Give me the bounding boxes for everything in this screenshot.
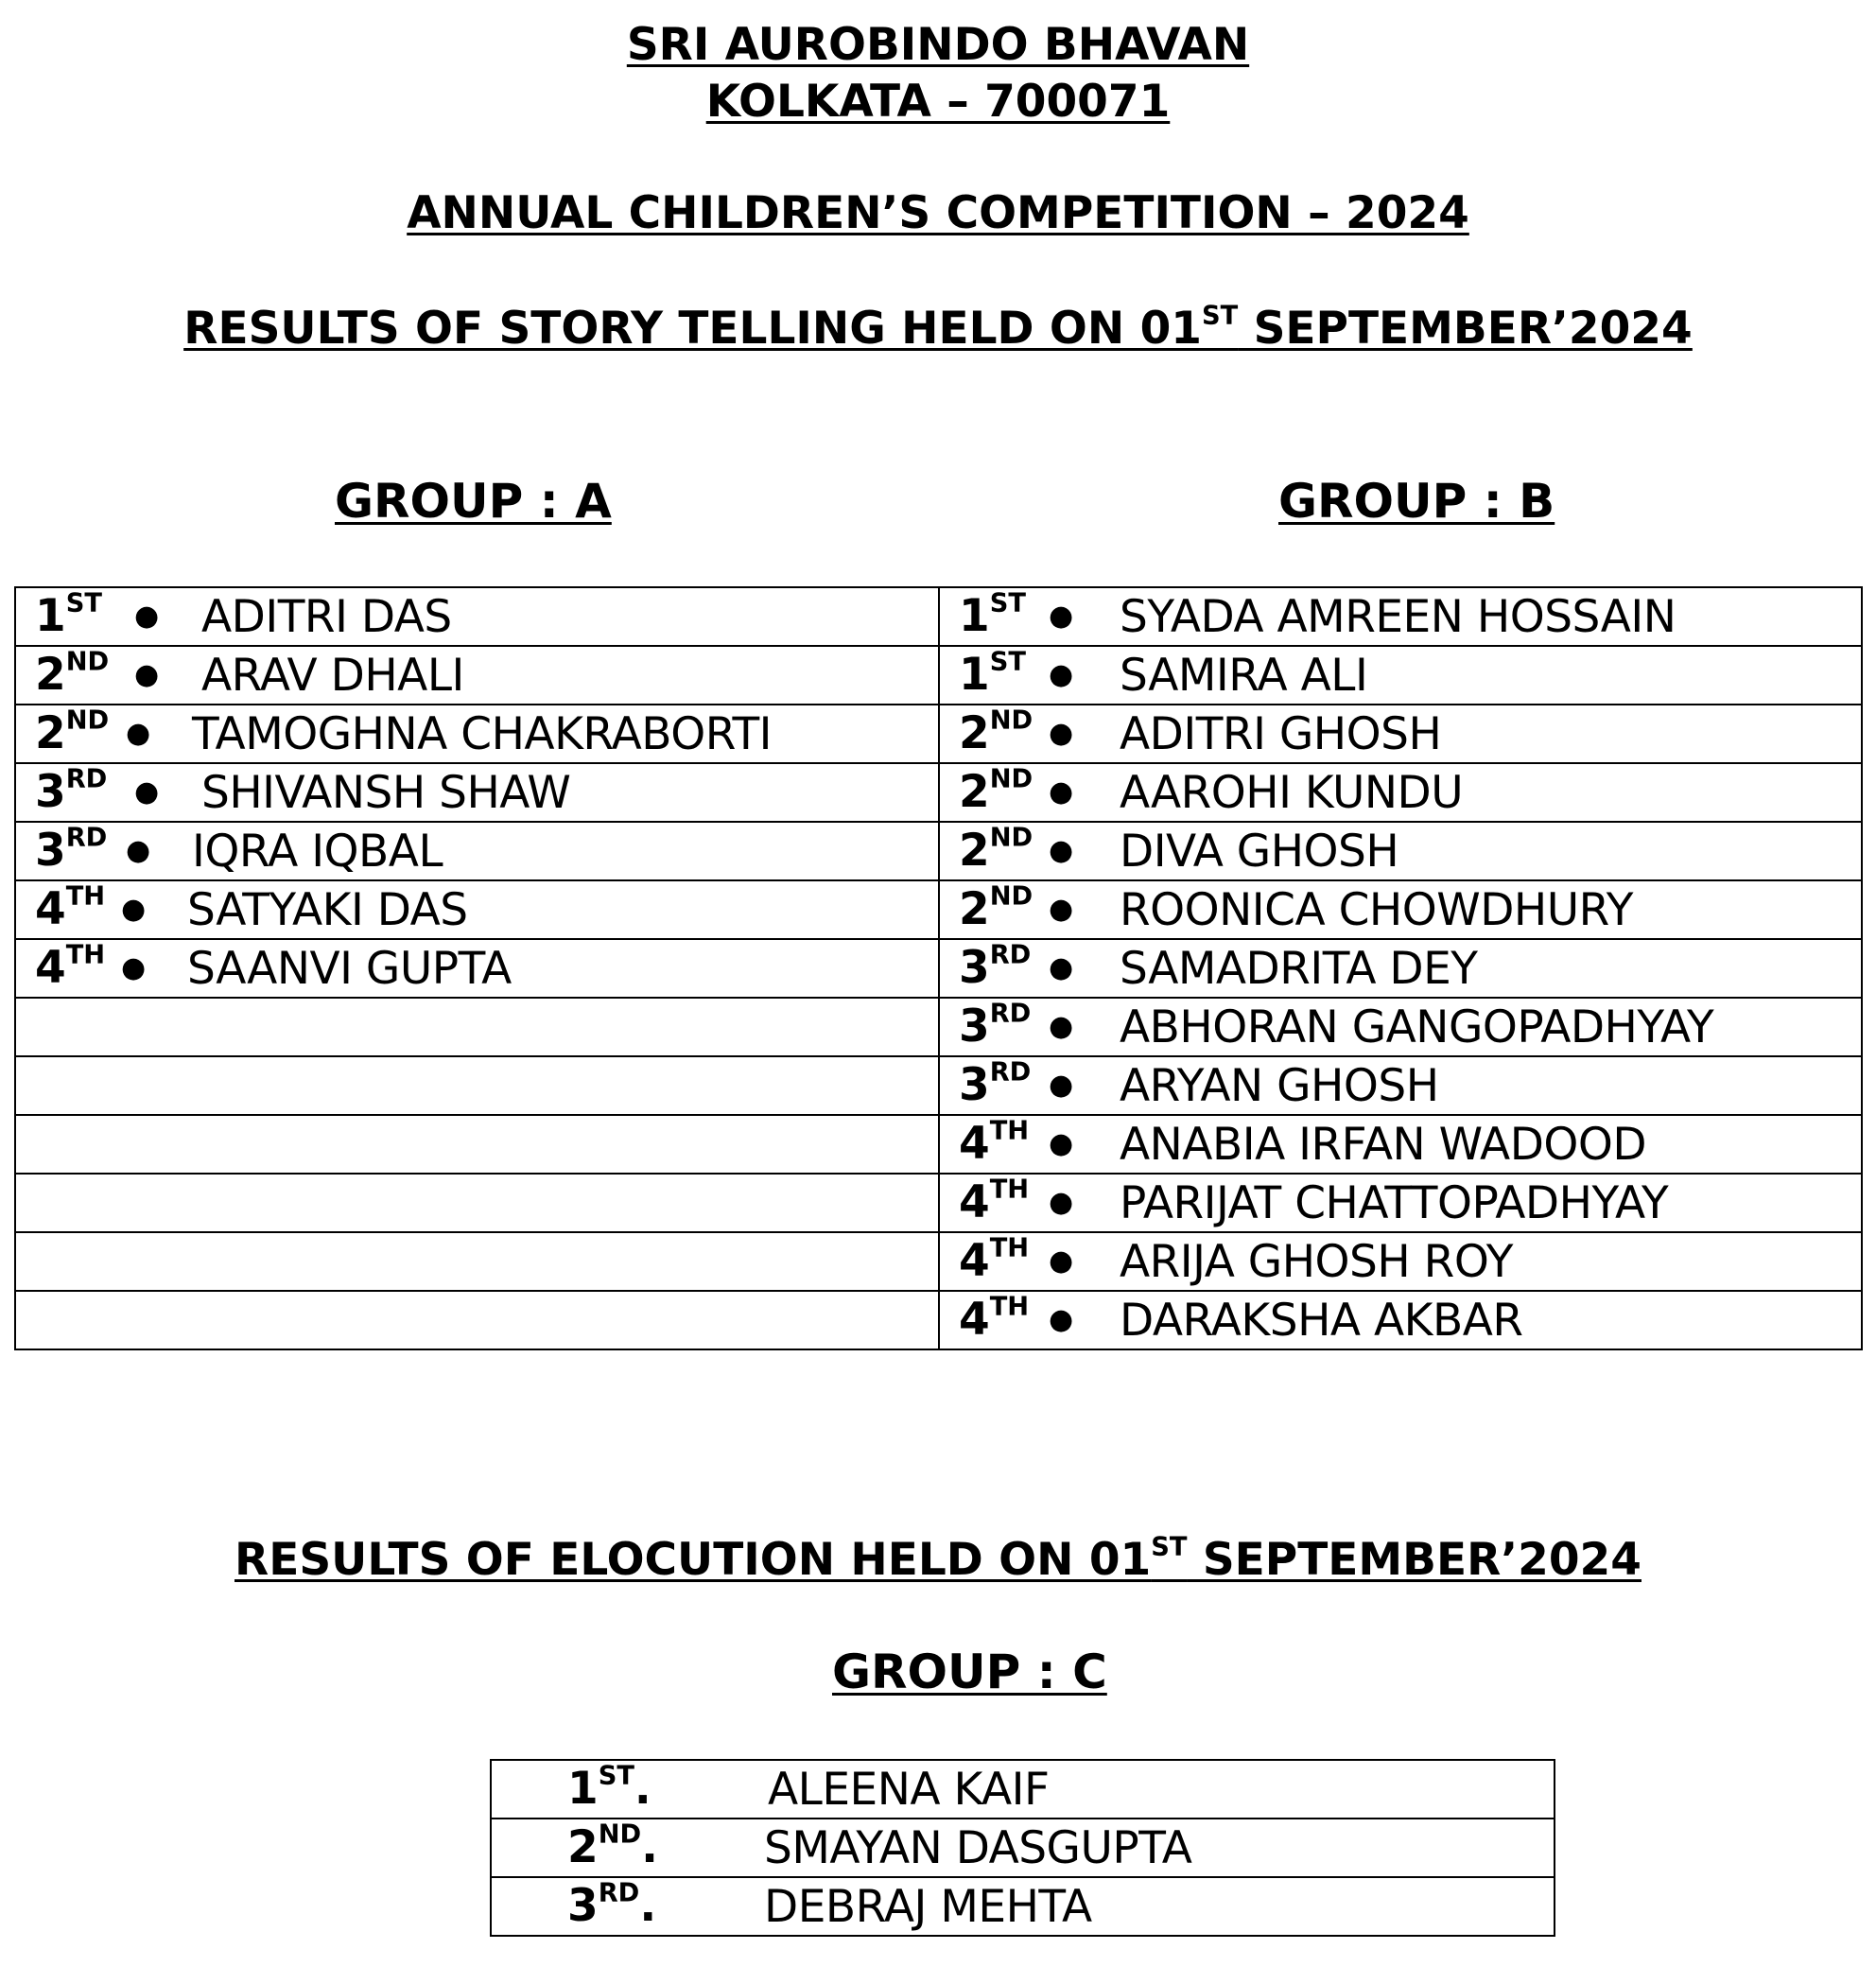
- rank-label: 4TH: [959, 1233, 1030, 1287]
- table-row: [15, 880, 1862, 939]
- participant-name: DEBRAJ MEHTA: [764, 1881, 1092, 1933]
- bullet-icon: ●: [1049, 1244, 1074, 1278]
- rank-label: 3RD: [959, 940, 1032, 994]
- bullet-icon: ●: [1049, 717, 1074, 750]
- group-a-cell: [15, 763, 939, 822]
- rank-label: 2ND: [959, 823, 1034, 877]
- group-c-cell: [491, 1877, 1555, 1936]
- org-name: SRI AUROBINDO BHAVAN: [626, 19, 1250, 71]
- table-row: [15, 998, 1862, 1056]
- bullet-icon: ●: [134, 775, 160, 809]
- group-a-cell: [15, 1291, 939, 1349]
- table-row: [15, 705, 1862, 763]
- rank-label: 2ND: [35, 705, 110, 759]
- bullet-icon: ●: [1049, 600, 1074, 633]
- group-b-cell: [939, 1174, 1862, 1232]
- bullet-icon: ●: [1049, 893, 1074, 926]
- participant-name: SAMIRA ALI: [1120, 650, 1368, 702]
- group-b-cell: [939, 705, 1862, 763]
- rank-label: 1ST.: [567, 1761, 651, 1815]
- participant-name: SHIVANSH SHAW: [201, 767, 571, 819]
- rank-label: 4TH: [959, 1116, 1030, 1170]
- participant-name: ROONICA CHOWDHURY: [1120, 884, 1633, 936]
- group-a-cell: [15, 705, 939, 763]
- table-row: [15, 763, 1862, 822]
- bullet-icon: ●: [1049, 834, 1074, 867]
- group-b-cell: [939, 880, 1862, 939]
- group-a-cell: [15, 822, 939, 880]
- rank-label: 1ST: [35, 588, 102, 642]
- group-b-cell: [939, 1115, 1862, 1174]
- group-a-cell: [15, 1056, 939, 1115]
- group-b-cell: [939, 822, 1862, 880]
- group-c-cell: [491, 1760, 1555, 1819]
- org-city: KOLKATA – 700071: [705, 76, 1171, 128]
- group-b-cell: [939, 763, 1862, 822]
- participant-name: ANABIA IRFAN WADOOD: [1120, 1119, 1647, 1171]
- rank-label: 1ST: [959, 647, 1026, 701]
- story-telling-title: RESULTS OF STORY TELLING HELD ON 01ST SEPTEMBER’2024: [183, 301, 1693, 355]
- bullet-icon: ●: [134, 658, 160, 691]
- group-b-cell: [939, 939, 1862, 998]
- bullet-icon: ●: [134, 600, 160, 633]
- table-row: [15, 1174, 1862, 1232]
- rank-label: 3RD: [959, 1057, 1032, 1111]
- bullet-icon: ●: [1049, 951, 1074, 984]
- participant-name: SMAYAN DASGUPTA: [764, 1822, 1192, 1874]
- table-row: [15, 587, 1862, 646]
- rank-label: 4TH: [959, 1175, 1030, 1228]
- rank-label: 1ST: [959, 588, 1026, 642]
- rank-label: 4TH: [959, 1292, 1030, 1346]
- participant-name: TAMOGHNA CHAKRABORTI: [192, 708, 773, 760]
- participant-name: SATYAKI DAS: [187, 884, 468, 936]
- group-a-cell: [15, 998, 939, 1056]
- group-b-cell: [939, 1291, 1862, 1349]
- participant-name: ADITRI GHOSH: [1120, 708, 1442, 760]
- elocution-results-table: [490, 1759, 1555, 1937]
- bullet-icon: ●: [1049, 1186, 1074, 1219]
- participant-name: AAROHI KUNDU: [1120, 767, 1464, 819]
- bullet-icon: ●: [1049, 1127, 1074, 1160]
- bullet-icon: ●: [121, 951, 147, 984]
- participant-name: ALEENA KAIF: [768, 1764, 1050, 1816]
- participant-name: ARAV DHALI: [201, 650, 464, 702]
- bullet-icon: ●: [126, 834, 151, 867]
- participant-name: SYADA AMREEN HOSSAIN: [1120, 591, 1676, 643]
- bullet-icon: ●: [121, 893, 147, 926]
- table-row: [491, 1877, 1555, 1936]
- bullet-icon: ●: [1049, 1303, 1074, 1336]
- participant-name: SAANVI GUPTA: [187, 943, 512, 995]
- group-b-cell: [939, 646, 1862, 705]
- participant-name: SAMADRITA DEY: [1120, 943, 1478, 995]
- rank-label: 2ND: [959, 764, 1034, 818]
- bullet-icon: ●: [1049, 775, 1074, 809]
- group-a-cell: [15, 646, 939, 705]
- story-telling-results-table: [14, 586, 1863, 1350]
- elocution-title: RESULTS OF ELOCUTION HELD ON 01ST SEPTEMBER’2024: [234, 1532, 1642, 1586]
- participant-name: PARIJAT CHATTOPADHYAY: [1120, 1177, 1669, 1229]
- rank-label: 4TH: [35, 940, 106, 994]
- group-b-cell: [939, 587, 1862, 646]
- table-row: [15, 822, 1862, 880]
- rank-label: 2ND: [959, 705, 1034, 759]
- group-a-cell: [15, 1174, 939, 1232]
- bullet-icon: ●: [126, 717, 151, 750]
- group-a-cell: [15, 1232, 939, 1291]
- table-row: [15, 1291, 1862, 1349]
- table-row: [15, 646, 1862, 705]
- table-row: [15, 1056, 1862, 1115]
- table-row: [491, 1819, 1555, 1877]
- table-row: [15, 1232, 1862, 1291]
- participant-name: DARAKSHA AKBAR: [1120, 1295, 1523, 1347]
- rank-label: 3RD.: [567, 1878, 657, 1932]
- rank-label: 2ND: [35, 647, 110, 701]
- table-row: [491, 1760, 1555, 1819]
- group-b-title: GROUP : B: [1278, 474, 1555, 529]
- group-a-cell: [15, 587, 939, 646]
- group-a-cell: [15, 939, 939, 998]
- bullet-icon: ●: [1049, 658, 1074, 691]
- group-a-title: GROUP : A: [335, 474, 612, 529]
- participant-name: ABHORAN GANGOPADHYAY: [1120, 1001, 1714, 1053]
- rank-label: 2ND.: [567, 1819, 658, 1873]
- group-a-cell: [15, 1115, 939, 1174]
- group-c-title: GROUP : C: [832, 1645, 1107, 1699]
- bullet-icon: ●: [1049, 1069, 1074, 1102]
- group-a-cell: [15, 880, 939, 939]
- rank-label: 3RD: [35, 764, 108, 818]
- participant-name: IQRA IQBAL: [192, 826, 443, 878]
- group-c-cell: [491, 1819, 1555, 1877]
- participant-name: DIVA GHOSH: [1120, 826, 1399, 878]
- rank-label: 4TH: [35, 881, 106, 935]
- table-row: [15, 939, 1862, 998]
- group-b-cell: [939, 1232, 1862, 1291]
- rank-label: 3RD: [959, 999, 1032, 1053]
- rank-label: 2ND: [959, 881, 1034, 935]
- group-b-cell: [939, 998, 1862, 1056]
- participant-name: ADITRI DAS: [201, 591, 452, 643]
- table-row: [15, 1115, 1862, 1174]
- group-b-cell: [939, 1056, 1862, 1115]
- bullet-icon: ●: [1049, 1010, 1074, 1043]
- rank-label: 3RD: [35, 823, 108, 877]
- participant-name: ARYAN GHOSH: [1120, 1060, 1439, 1112]
- participant-name: ARIJA GHOSH ROY: [1120, 1236, 1513, 1288]
- event-title: ANNUAL CHILDREN’S COMPETITION – 2024: [407, 187, 1469, 239]
